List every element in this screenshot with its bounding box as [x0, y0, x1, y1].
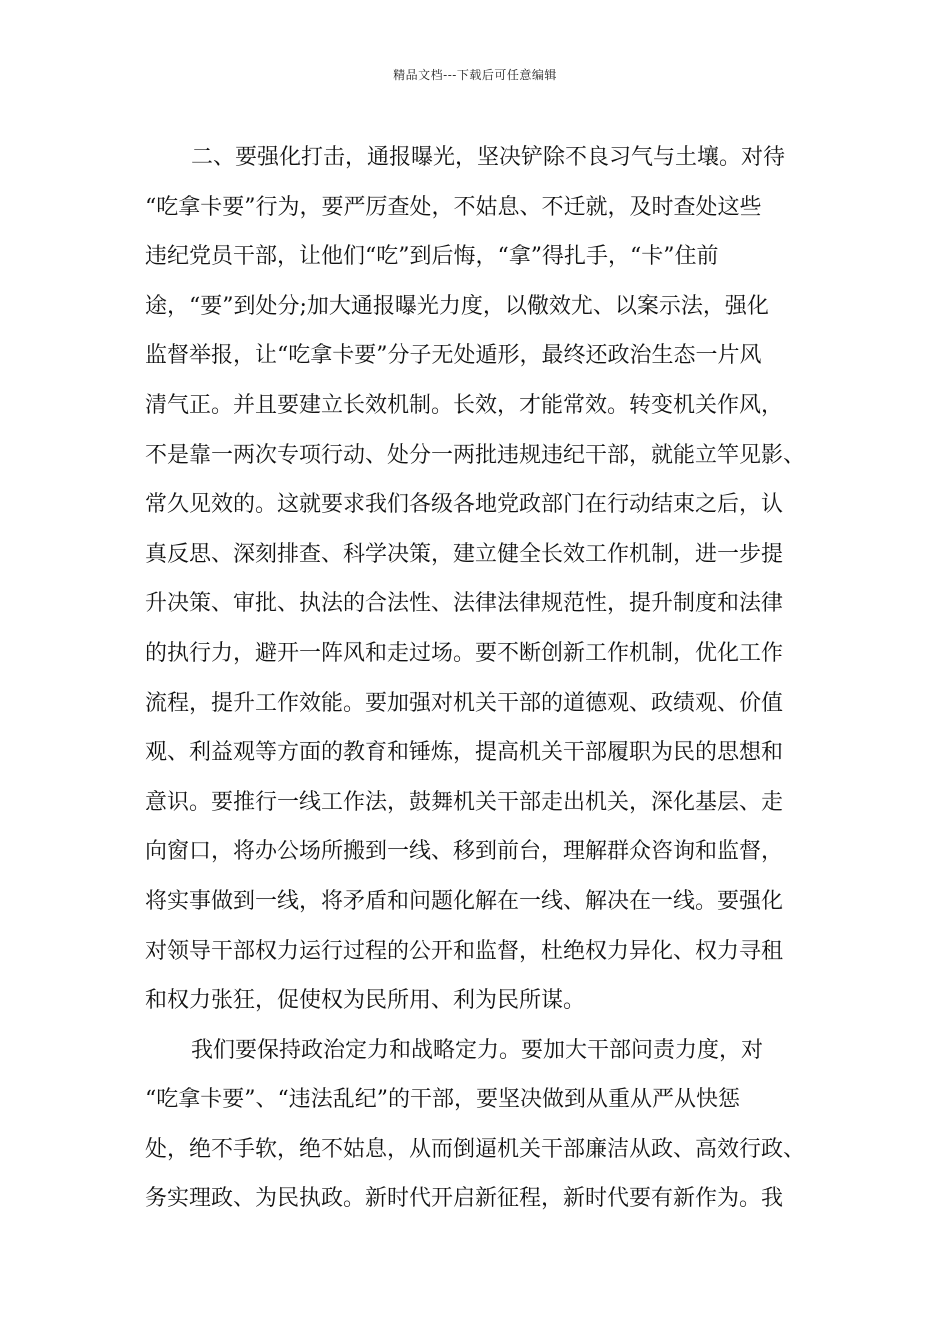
paragraph-1-line: 升决策、审批、执法的合法性、法律法律规范性，提升制度和法律: [145, 591, 784, 617]
paragraph-2-line: 我们要保持政治定力和战略定力。要加大干部问责力度，对: [191, 1037, 764, 1063]
paragraph-1-line: 流程，提升工作效能。要加强对机关干部的道德观、政绩观、价值: [145, 690, 784, 716]
paragraph-1-line: 二、要强化打击，通报曝光，坚决铲除不良习气与土壤。对待: [191, 145, 786, 170]
paragraph-1-line: 向窗口，将办公场所搬到一线、移到前台，理解群众咨询和监督，: [145, 839, 784, 865]
paragraph-1-line: 将实事做到一线，将矛盾和问题化解在一线、解决在一线。要强化: [145, 888, 784, 914]
paragraph-1-line: 违纪党员干部，让他们“吃”到后悔，“拿”得扎手，“卡”住前: [145, 244, 719, 270]
paragraph-1-line: 和权力张狂，促使权为民所用、利为民所谋。: [145, 988, 586, 1014]
paragraph-1-line: 对领导干部权力运行过程的公开和监督，杜绝权力异化、权力寻租: [145, 938, 784, 964]
paragraph-1-line: 观、利益观等方面的教育和锤炼，提高机关干部履职为民的思想和: [145, 740, 784, 766]
paragraph-1-line: 途，“要”到处分;加大通报曝光力度，以儆效尤、以案示法，强化: [145, 293, 769, 319]
paragraph-2-line: 务实理政、为民执政。新时代开启新征程，新时代要有新作为。我: [145, 1186, 784, 1212]
paragraph-1-line: 意识。要推行一线工作法，鼓舞机关干部走出机关，深化基层、走: [145, 789, 784, 815]
page-header: 精品文档---下载后可任意编辑: [393, 68, 557, 82]
paragraph-1-line: 监督举报，让“吃拿卡要”分子无处遁形，最终还政治生态一片风: [145, 343, 762, 369]
paragraph-1-line: 的执行力，避开一阵风和走过场。要不断创新工作机制，优化工作: [145, 640, 784, 666]
paragraph-1-line: 真反思、深刻排查、科学决策，建立健全长效工作机制，进一步提: [145, 541, 784, 567]
paragraph-2-line: 处，绝不手软，绝不姑息，从而倒逼机关干部廉洁从政、高效行政、: [145, 1136, 806, 1162]
paragraph-1-line: 清气正。并且要建立长效机制。长效，才能常效。转变机关作风，: [145, 392, 784, 418]
paragraph-1-line: 不是靠一两次专项行动、处分一两批违规违纪干部，就能立竿见影、: [145, 442, 806, 468]
paragraph-1-line: “吃拿卡要”行为，要严厉查处，不姑息、不迁就，及时查处这些: [145, 194, 762, 220]
paragraph-2-line: “吃拿卡要”、“违法乱纪”的干部，要坚决做到从重从严从快惩: [145, 1087, 740, 1113]
body-text: [145, 133, 835, 1224]
paragraph-1-line: 常久见效的。这就要求我们各级各地党政部门在行动结束之后，认: [145, 492, 784, 518]
